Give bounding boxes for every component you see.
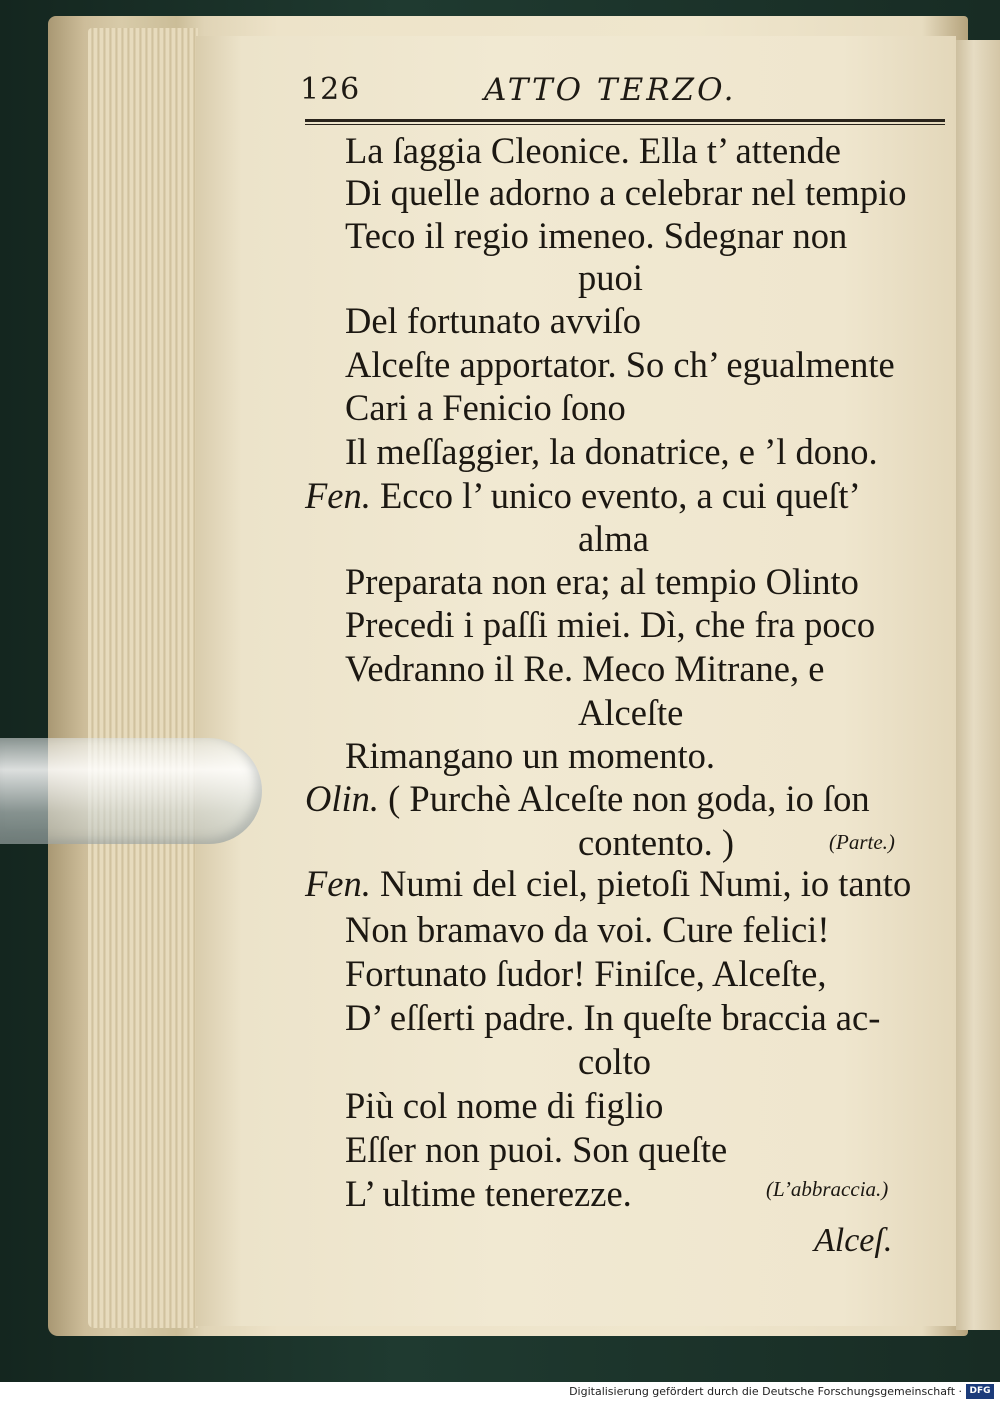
- verse-line: Di quelle adorno a celebrar nel tempio: [345, 172, 907, 213]
- verse-line: Rimangano un momento.: [345, 735, 716, 776]
- facing-page-edge: [956, 40, 1000, 1330]
- verse-line: Numi del ciel, pietoſi Numi, io tanto: [380, 863, 912, 904]
- running-title: ATTO TERZO.: [484, 72, 737, 108]
- verse-line: Del fortunato avviſo: [345, 300, 641, 341]
- verse-line: Preparata non era; al tempio Olinto: [345, 561, 859, 602]
- speaker-line: [305, 475, 861, 517]
- catchword: Alceſ.: [814, 1222, 893, 1259]
- speaker-line: [305, 863, 911, 905]
- speaker-line: [305, 778, 870, 820]
- page-stack-edges: [88, 28, 198, 1328]
- stage-direction: (L’abbraccia.): [766, 1177, 889, 1201]
- verse-line: La ſaggia Cleonice. Ella t’ attende: [345, 130, 841, 171]
- verse-line: Il meſſaggier, la donatrice, e ’l dono.: [345, 431, 878, 472]
- page-number: 126: [300, 72, 361, 107]
- verse-line: Precedi i paſſi miei. Dì, che fra poco: [345, 604, 876, 645]
- speaker-label: Fen.: [305, 863, 371, 904]
- verse-line: Alceſte apportator. So ch’ egualmente: [345, 344, 895, 385]
- verse-line-continuation: colto: [578, 1041, 651, 1082]
- verse-line: Fortunato ſudor! Finiſce, Alceſte,: [345, 953, 827, 994]
- header-rule-thin: [305, 124, 945, 125]
- verse-line: D’ eſſerti padre. In queſte braccia ac-: [345, 997, 881, 1038]
- verse-line: Più col nome di figlio: [345, 1085, 664, 1126]
- speaker-label: Olin.: [305, 778, 380, 819]
- verse-line: Teco il regio imeneo. Sdegnar non: [345, 215, 848, 256]
- header-rule: [305, 119, 945, 122]
- verse-line: Eſſer non puoi. Son queſte: [345, 1129, 728, 1170]
- verse-line-continuation: Alceſte: [578, 692, 684, 733]
- verse-line: Vedranno il Re. Meco Mitrane, e: [345, 648, 825, 689]
- verse-line: Ecco l’ unico evento, a cui queſt’: [380, 475, 861, 516]
- page-holder-clip: [0, 738, 262, 844]
- verse-line: Non bramavo da voi. Cure felici!: [345, 909, 830, 950]
- verse-line-continuation: contento. ): [578, 822, 735, 863]
- verse-line: Cari a Fenicio ſono: [345, 387, 626, 428]
- footer-credit: Digitalisierung gefördert durch die Deutsche Forschungsgemeinschaft ·: [569, 1385, 962, 1398]
- verse-line: ( Purchè Alceſte non goda, io ſon: [388, 778, 870, 819]
- dfg-logo-icon: DFG: [966, 1384, 994, 1399]
- verse-line: L’ ultime tenerezze.: [345, 1173, 632, 1214]
- verse-line-continuation: alma: [578, 518, 649, 559]
- speaker-label: Fen.: [305, 475, 371, 516]
- footer-bar: [0, 1382, 1000, 1402]
- stage-direction: (Parte.): [829, 830, 895, 854]
- verse-line-continuation: puoi: [578, 257, 643, 298]
